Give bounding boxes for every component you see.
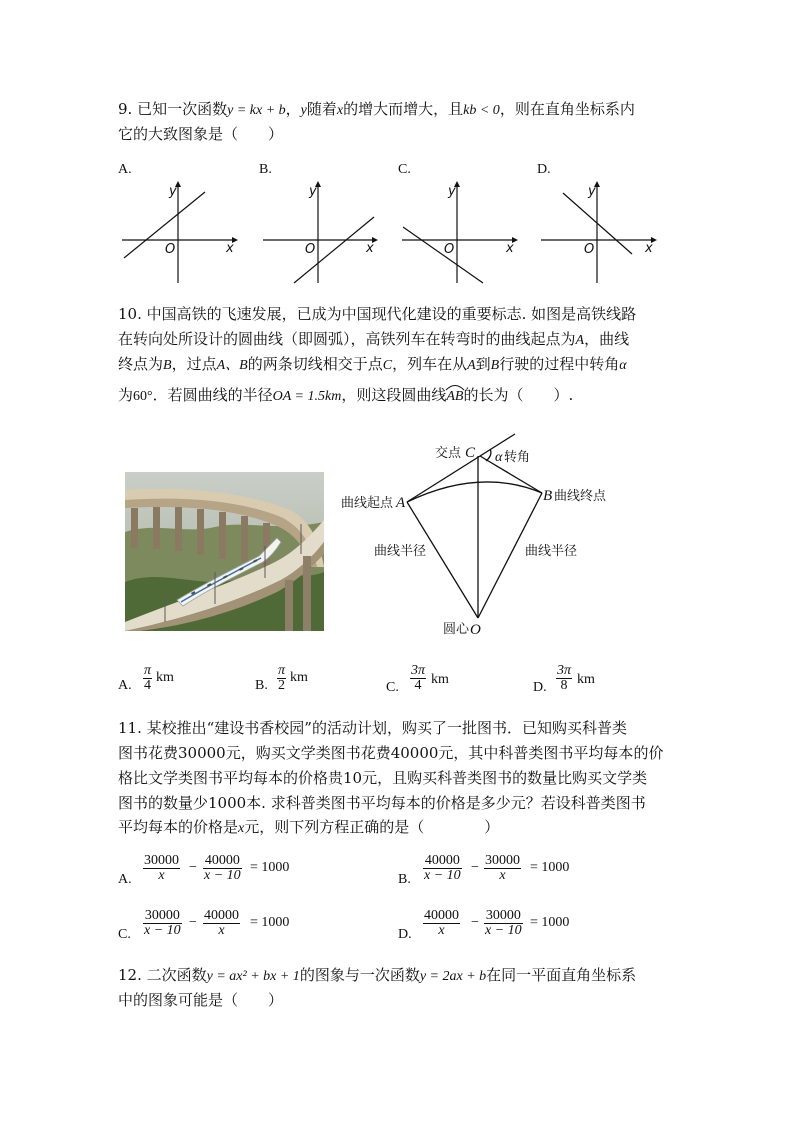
- fraction-numerator: 40000: [424, 908, 459, 923]
- q10-points-ab: A、B: [216, 358, 248, 373]
- q10-text: ，过点: [171, 355, 217, 373]
- q11-option-b-rhs: = 1000: [530, 860, 570, 875]
- q10-label-o: O: [470, 622, 481, 638]
- q12-text: 12. 二次函数: [118, 966, 207, 984]
- q12-linear: y = 2ax + b: [419, 969, 487, 984]
- fraction-numerator: 30000: [144, 853, 179, 868]
- q10-option-d-label: D.: [533, 680, 547, 695]
- q9-option-a-label: A.: [118, 162, 132, 177]
- q9-text: ，则在直角坐标系内: [499, 100, 635, 118]
- q10-option-c-unit: km: [431, 672, 449, 687]
- q10-text: 终点为: [118, 355, 164, 373]
- fraction-numerator: 40000: [204, 908, 239, 923]
- q10-option-d-fraction: [556, 664, 572, 693]
- q10-arc-figure: [330, 425, 650, 655]
- q10-label-center: 圆心: [443, 622, 470, 637]
- q10-text: 为: [118, 386, 134, 404]
- q11-line2: 图书花费30000元，购买文学类图书花费40000元，其中科普类图书平均每本的价: [118, 744, 664, 762]
- q10-option-b-fraction: [277, 664, 286, 693]
- q9-b-axis-x-label: x: [366, 241, 374, 256]
- q10-option-c-label: C.: [386, 680, 399, 695]
- q11-option-c-rhs: = 1000: [250, 915, 290, 930]
- q10-label-a: A: [396, 495, 406, 511]
- q11-line4: 图书的数量少1000本. 求科普类图书平均每本的价格是多少元？若设科普类图书: [118, 794, 646, 812]
- fraction-denominator: x − 10: [485, 923, 522, 938]
- q9-condition: kb < 0: [463, 103, 500, 118]
- fraction-denominator: x − 10: [204, 868, 241, 883]
- q11-option-b-fraction-1: [423, 854, 462, 883]
- q10-option-a-unit: km: [156, 670, 174, 685]
- q11-option-a-operator: −: [189, 860, 197, 875]
- q11-option-a-label: A.: [118, 872, 132, 887]
- q10-label-radius-left: 曲线半径: [374, 544, 427, 559]
- fraction-denominator: 8: [560, 678, 568, 693]
- q10-text: 的长为（ ）.: [463, 386, 574, 404]
- q10-label-turn: 转角: [504, 450, 531, 465]
- q11-text: 平均每本的价格是: [118, 818, 239, 836]
- q10-text: 行驶的过程中转角: [499, 355, 620, 373]
- q9-b-axis-y-label: y: [309, 184, 317, 199]
- q11-option-d-fraction-2: [484, 909, 523, 938]
- q10-point-a: A: [467, 358, 476, 373]
- fraction-denominator: 4: [144, 678, 151, 693]
- q10-radius: OA = 1.5km: [272, 389, 342, 404]
- fraction-denominator: 4: [414, 678, 422, 693]
- q10-text: ，列车在从: [392, 355, 468, 373]
- q10-option-b-unit: km: [290, 670, 308, 685]
- q11-option-b-operator: −: [471, 860, 479, 875]
- q9-d-origin-label: O: [584, 242, 595, 257]
- q10-line3: [118, 354, 627, 376]
- q9-d-axis-y-label: y: [588, 184, 596, 199]
- q9-option-b-label: B.: [259, 162, 272, 177]
- q9-text: 的增大而增大，且: [343, 100, 464, 118]
- q10-point-c: C: [382, 358, 393, 373]
- fraction-denominator: x: [218, 923, 225, 938]
- q9-c-origin-label: O: [444, 242, 455, 257]
- q9-var-x: x: [336, 103, 344, 118]
- q10-option-a-label: A.: [118, 678, 132, 693]
- q11-line5: [118, 817, 499, 839]
- fraction-numerator: 3π: [411, 663, 426, 678]
- fraction-denominator: 2: [278, 678, 285, 693]
- fraction-denominator: x: [499, 868, 506, 883]
- q11-var-x: x: [238, 821, 245, 836]
- q11-option-a-fraction-2: [203, 854, 242, 883]
- q11-option-b-label: B.: [398, 872, 411, 887]
- q10-text: ．若圆曲线的半径: [152, 386, 273, 404]
- q10-label-end: 曲线终点: [554, 489, 607, 504]
- q10-radius-oa: [407, 502, 478, 618]
- q11-option-c-fraction-1: [143, 909, 182, 938]
- q12-line1: [118, 965, 636, 987]
- q9-d-axis-x-label: x: [645, 241, 653, 256]
- fraction-numerator: π: [278, 663, 286, 678]
- q10-point-b: B: [163, 358, 172, 373]
- q12-quadratic: y = ax² + bx + 1: [206, 969, 300, 984]
- fraction-denominator: x: [158, 868, 165, 883]
- q9-a-axis-x-label: x: [226, 241, 234, 256]
- q9-c-graph-line: [403, 227, 483, 283]
- q11-option-c-operator: −: [189, 915, 197, 930]
- q10-line1: 10. 中国高铁的飞速发展，已成为中国现代化建设的重要标志. 如图是高铁线路: [118, 305, 637, 323]
- q10-angle: 60°: [133, 389, 153, 404]
- q10-option-c-fraction: [410, 664, 426, 693]
- fraction-numerator: π: [144, 663, 152, 678]
- fraction-numerator: 3π: [557, 663, 572, 678]
- q11-option-c-fraction-2: [203, 909, 240, 938]
- q10-text: ，则这段圆曲线: [341, 386, 447, 404]
- q11-line1: 11. 某校推出“建设书香校园”的活动计划，购买了一批图书．已知购买科普类: [118, 719, 627, 737]
- q10-point-a: A: [575, 333, 585, 348]
- q10-arc: AB: [446, 389, 463, 404]
- q10-line2: [118, 329, 629, 351]
- fraction-denominator: x − 10: [424, 868, 461, 883]
- q9-line2: 它的大致图象是（ ）: [118, 125, 284, 143]
- q9-text: 随着: [306, 100, 337, 118]
- q10-option-a-fraction: [143, 664, 152, 693]
- q11-option-c-label: C.: [118, 927, 131, 942]
- q9-b-origin-label: O: [305, 242, 316, 257]
- q10-label-c: C: [465, 445, 476, 461]
- arc-symbol-icon: [445, 383, 465, 391]
- q11-option-d-fraction-1: [423, 909, 460, 938]
- fraction-denominator: x: [438, 923, 445, 938]
- high-speed-rail-photo: [125, 472, 324, 631]
- q11-option-d-operator: −: [471, 915, 479, 930]
- q9-line1: [118, 99, 635, 121]
- fraction-numerator: 30000: [485, 853, 520, 868]
- fraction-numerator: 40000: [204, 853, 240, 868]
- q10-label-start: 曲线起点: [341, 496, 394, 511]
- q9-c-axis-y-label: y: [448, 184, 456, 199]
- q9-option-c-label: C.: [398, 162, 411, 177]
- fraction-numerator: 30000: [485, 908, 521, 923]
- q10-text: 到: [475, 355, 491, 373]
- q11-option-d-label: D.: [398, 927, 412, 942]
- q10-arc-ab: [407, 482, 542, 502]
- q12-text: 在同一平面直角坐标系: [486, 966, 637, 984]
- q9-a-origin-label: O: [165, 242, 176, 257]
- q9-number: 9.: [118, 100, 133, 118]
- q12-text: 的图象与一次函数: [299, 966, 420, 984]
- q9-option-d-label: D.: [537, 162, 551, 177]
- q11-line3: 格比文学类图书平均每本的价格贵10元，且购买科普类图书的数量比购买文学类: [118, 769, 648, 787]
- q11-option-b-fraction-2: [484, 854, 521, 883]
- q10-text: 的两条切线相交于点: [247, 355, 383, 373]
- q10-option-b-label: B.: [255, 678, 268, 693]
- q9-function: y = kx + b: [227, 103, 286, 118]
- q10-text: ，曲线: [584, 330, 630, 348]
- q10-label-alpha: α: [495, 450, 503, 465]
- q9-c-axis-x-label: x: [506, 241, 514, 256]
- q10-line4: [118, 385, 573, 407]
- q9-var-y: y: [300, 103, 307, 118]
- q10-point-b: B: [490, 358, 500, 373]
- q11-option-d-rhs: = 1000: [530, 915, 570, 930]
- q11-text: 元，则下列方程正确的是（ ）: [244, 818, 500, 836]
- q10-alpha: α: [619, 358, 627, 373]
- q10-label-intersection: 交点: [435, 446, 462, 461]
- q10-label-radius-right: 曲线半径: [525, 544, 578, 559]
- q9-a-axis-y-label: y: [169, 184, 177, 199]
- fraction-denominator: x − 10: [144, 923, 181, 938]
- q11-option-a-rhs: = 1000: [250, 860, 290, 875]
- q10-label-b: B: [543, 488, 553, 504]
- q12-line2: 中的图象可能是（ ）: [118, 991, 284, 1009]
- fraction-numerator: 30000: [144, 908, 180, 923]
- q10-tangent-line-ac: [407, 434, 515, 502]
- q9-text: 已知一次函数: [137, 100, 228, 118]
- q11-option-a-fraction-1: [143, 854, 180, 883]
- q9-text: ，: [285, 100, 301, 118]
- q10-option-d-unit: km: [577, 672, 595, 687]
- fraction-numerator: 40000: [424, 853, 460, 868]
- q10-text: 在转向处所设计的圆曲线（即圆弧），高铁列车在转弯时的曲线起点为: [118, 330, 576, 348]
